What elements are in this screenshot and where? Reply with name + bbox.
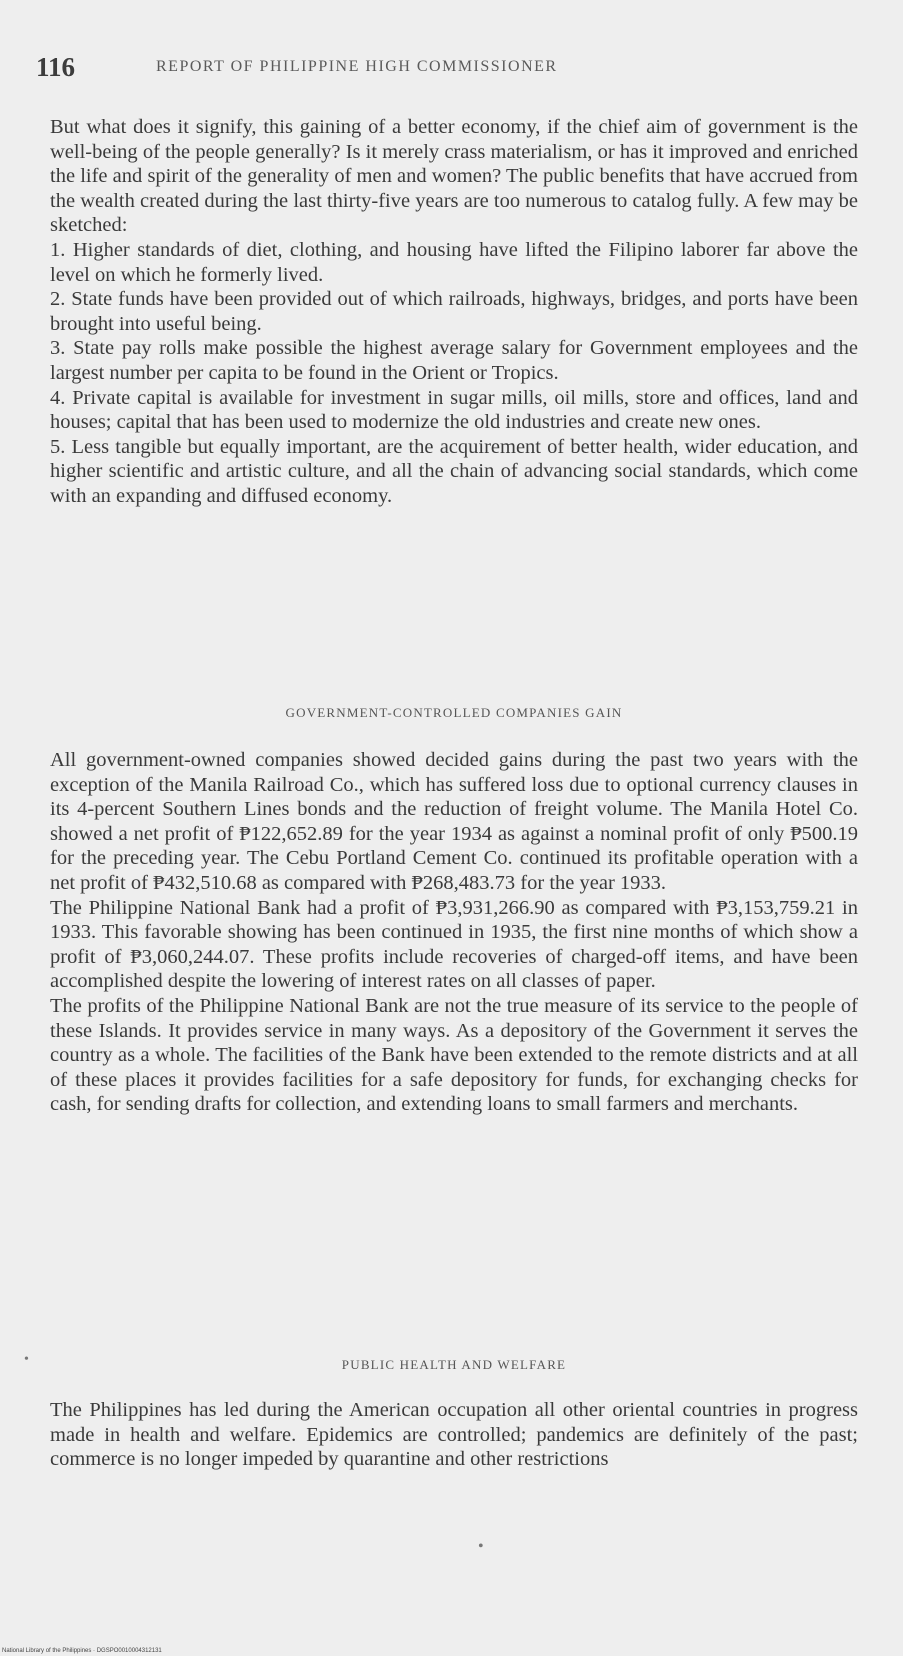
list-item-state-funds: 2. State funds have been provided out of which railroads, highways, bridges, and ports have been brought into useful being. <box>50 288 858 335</box>
paragraph-companies-gains: All government-owned companies showed decided gains during the past two years with the exception of the Manila Railroad Co., which has suffered loss due to optional currency clauses in its 4-percent Southern Lines bonds and the reduction of freight volume. The Manila Hotel Co. showed a net profit of ₱122,652.89 for the year 1934 as against a nominal profit of only ₱500.19 for the preceding year. The Cebu Portland Cement Co. continued its profitable operation with a net profit of ₱432,510.68 as compared with ₱268,483.73 for the year 1933. <box>50 749 858 894</box>
paragraph-national-bank-profit: The Philippine National Bank had a profit of ₱3,931,266.90 as compared with ₱3,153,759.21 in 1933. This favorable showing has been continued in 1935, the first nine months of which show a profit of ₱3,060,244.07. These profits include recoveries of charged-off items, and have been accomplished despite the lowering of interest rates on all classes of paper. <box>50 896 858 993</box>
list-item-diet: 1. Higher standards of diet, clothing, and housing have lifted the Filipino laborer far above the level on which he formerly lived. <box>50 238 858 286</box>
section-heading-health: PUBLIC HEALTH AND WELFARE <box>341 1357 567 1372</box>
health-block <box>50 1398 858 1472</box>
page-number: 116 <box>36 52 76 82</box>
margin-mark: • <box>24 1352 29 1367</box>
list-item-pay-rolls: 3. State pay rolls make possible the highest average salary for Government employees and the largest number per capita to be found in the Orient or Tropics. <box>50 337 858 384</box>
bottom-mark: • <box>478 1538 484 1555</box>
section-heading-companies: GOVERNMENT-CONTROLLED COMPANIES GAIN <box>285 705 623 720</box>
companies-block <box>50 748 858 1117</box>
running-head: REPORT OF PHILIPPINE HIGH COMMISSIONER <box>156 58 558 75</box>
intro-block <box>50 115 858 509</box>
list-item-intangible: 5. Less tangible but equally important, are the acquirement of better health, wider education, and higher scientific and artistic culture, and all the chain of advancing social standards, which come with an expanding and diffused economy. <box>50 435 858 507</box>
paragraph-national-bank-service: The profits of the Philippine National Bank are not the true measure of its service to the people of these Islands. It provides service in many ways. As a depository of the Government it serves the country as a whole. The facilities of the Bank have been extended to the remote districts and at all of these places it provides facilities for a safe depository for funds, for exchanging checks for cash, for sending drafts for collection, and extending loans to small farmers and merchants. <box>50 994 858 1116</box>
paragraph-health-welfare: The Philippines has led during the American occupation all other oriental countries in progress made in health and welfare. Epidemics are controlled; pandemics are definitely of the past; commerce is no longer impeded by quarantine and other restrictions <box>50 1399 858 1471</box>
paragraph-benefits-intro: But what does it signify, this gaining of a better economy, if the chief aim of government is the well-being of the people generally? Is it merely crass materialism, or has it improved and enriched the life and spirit of the generality of men and women? The public benefits that have accrued from the wealth created during the last thirty-five years are too numerous to catalog fully. A few may be sketched: <box>50 116 858 237</box>
page-header <box>36 52 876 92</box>
list-item-private-capital: 4. Private capital is available for investment in sugar mills, oil mills, store and offices, land and houses; capital that has been used to modernize the old industries and create new ones. <box>50 386 858 434</box>
scan-footer: National Library of the Philippines · DGSPO0010004312131 <box>2 1648 162 1654</box>
